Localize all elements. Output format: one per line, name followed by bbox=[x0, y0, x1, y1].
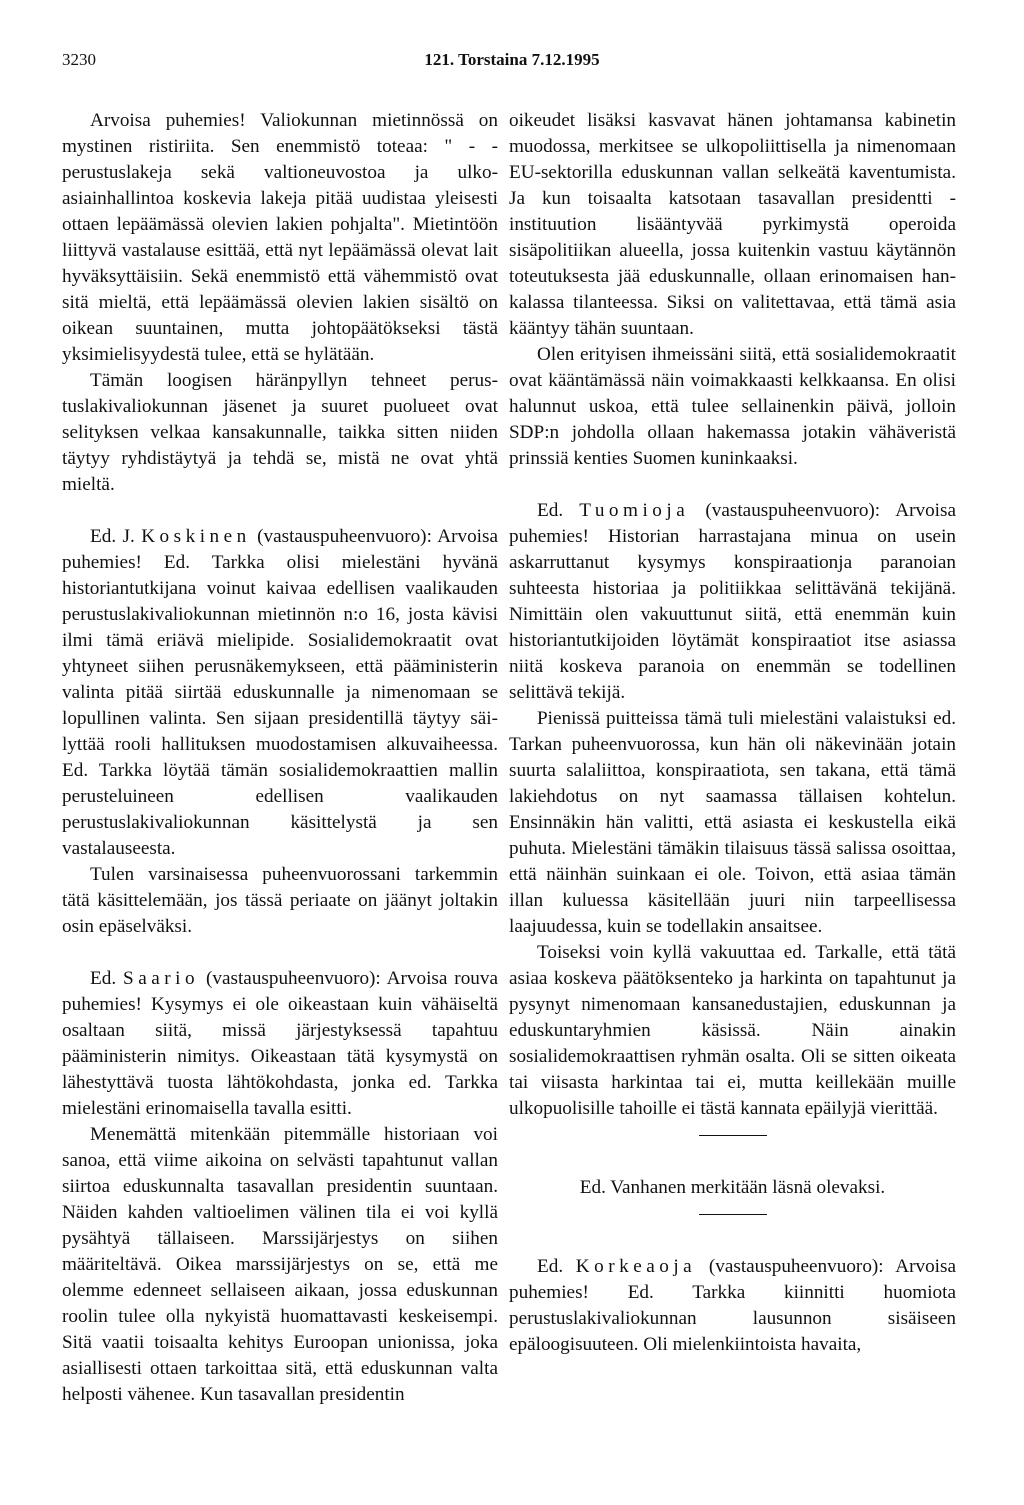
speaker-prefix: Ed. J. bbox=[90, 526, 142, 547]
speech-type: (vastauspuheenvuoro): bbox=[696, 1256, 896, 1277]
speech-text: Arvoisa puhemies! Historian harrastajana minua on usein askarruttanut kysymys konspiraationja paranoian suhteesta historiaa ja politiikkaa selittävänä tekijänä. Nimittäin olen vakuuttunut siitä, että enemmän kuin historiantutkijoiden löytämät konspiraatiot itse asiassa niitä koskeva paranoia on enemmän se todellinen selittävä tekijä. bbox=[509, 500, 956, 703]
speech-text: Arvoisa rouva puhemies! Kysymys ei ole oikeastaan kuin vähäiseltä osaltaan siitä, missä järjestyksessä tapahtuu pääministerin nimitys. Oikeastaan tätä kysymystä on lähestyttävä tuosta lähtökohdasta, jonka ed. Tarkka mielestäni erinomaisella tavalla esitti. bbox=[62, 968, 498, 1119]
session-title: 121. Torstaina 7.12.1995 bbox=[424, 50, 600, 69]
speaker-name: Saario bbox=[123, 968, 200, 989]
divider bbox=[509, 1214, 956, 1254]
speech-type: (vastauspuheenvuoro): bbox=[250, 526, 438, 547]
paragraph: Tulen varsinaisessa puheenvuorossani tarkemmin tätä käsittelemään, jos tässä periaate on jäänyt joltakin osin epäselväksi. bbox=[62, 864, 498, 937]
paragraph: Toiseksi voin kyllä vakuuttaa ed. Tarkalle, että tätä asiaa koskeva päätöksenteko ja harkinta on tapahtunut ja pysynyt nimenomaan kansanedustajien, eduskunnan ja eduskuntaryhmien käsissä. Näin ainakin sosialidemokraattisen ryhmän osalta. Oli se sitten oikeata tai viisasta harkintaa tai ei, mutta keillekään muille ulkopuolisille tahoille ei tästä kannata epäilyjä vierittää. bbox=[509, 942, 956, 1119]
speech-text: Arvoisa puhemies! Ed. Tarkka olisi mielestäni hyvänä historiantutkijana voinut kaivaa edellisen vaalikauden perustuslakivaliokunnan mietinnön n:o 16, josta kävisi ilmi tämä eriävä mielipide. Sosialidemokraatit ovat yhtyneet siihen perusnäkemykseen, että pääministerin valinta pitää siirtää eduskunnalle ja nimenomaan se lopullinen valinta. Sen sijaan presidentillä täytyy säilyttää rooli hallituksen muodostamisen alkuvaiheessa. Ed. Tarkka löytää tämän sosialidemokraattien mallin perusteluineen edellisen vaalikauden perustuslakivaliokunnan käsittelystä ja sen vastalauseesta. bbox=[62, 526, 498, 859]
paragraph: Menemättä mitenkään pitemmälle historiaan voi sanoa, että viime aikoina on selvästi tapahtunut vallan siirtoa eduskunnalta tasavallan presidentin suuntaan. Näiden kahden valtioelimen välinen tila ei voi kyllä pysähtyä tällaiseen. Marssijärjestys on siihen määriteltävä. Oikea marssijärjestys on se, että me olemme edenneet sellaiseen aikaan, jossa eduskunnan roolin tulee olla nykyistä huomattavasti keskeisempi. Sitä vaatii toisaalta kehitys Euroopan unionissa, joka asiallisesti ottaen tarkoittaa sitä, että eduskunnan valta helposti vähenee. Kun tasavallan presidentin bbox=[62, 1124, 498, 1405]
speaker-name: Korkeaoja bbox=[575, 1256, 697, 1277]
paragraph: Pienissä puitteissa tämä tuli mielestäni valaistuksi ed. Tarkan puheenvuorossa, kun hän oli näkevinään jotain suurta salaliittoa, konspiraatiota, sen takana, että tämä lakiehdotus on nyt saamassa tällaisen kohtelun. Ensinnäkin hän valitti, että asiasta ei keskustella eikä puhuta. Mielestäni tämäkin tilaisuus tässä salissa osoittaa, että näinhän suinkaan ei ole. Toivon, että asiaa tämän illan kuluessa käsitellään juuri niin tarpeellisessa laajuudessa, kuin se todellakin ansaitsee. bbox=[509, 708, 956, 937]
speaker-name: Tuomioja bbox=[579, 500, 690, 521]
speaker-prefix: Ed. bbox=[537, 500, 580, 521]
page-header bbox=[62, 50, 962, 74]
speaker-prefix: Ed. bbox=[90, 968, 124, 989]
speech-type: (vastauspuheenvuoro): bbox=[199, 968, 387, 989]
speech-korkeaoja-intro bbox=[509, 1254, 956, 1358]
divider bbox=[509, 1135, 956, 1175]
right-column bbox=[509, 108, 956, 1358]
speech-koskinen-intro bbox=[62, 524, 498, 862]
left-column bbox=[62, 108, 498, 1408]
speaker-prefix: Ed. bbox=[537, 1256, 576, 1277]
paragraph: oikeudet lisäksi kasvavat hänen johtamansa kabinetin muodossa, merkitsee se ulkopoliittisella ja nimenomaan EU-sektorilla eduskunnan vallan selkeätä kaventumista. Ja kun toisaalta katsotaan tasavallan presidentti -instituution lisääntyvää pyrkimystä operoida sisäpolitiikan alueella, jossa kuitenkin vastuu käytännön toteutuksesta jää eduskunnalle, ollaan erinomaisen hankalassa tilanteessa. Siksi on valitettavaa, että tämä asia kääntyy tähän suuntaan. bbox=[509, 110, 956, 339]
page-number: 3230 bbox=[62, 50, 96, 69]
paragraph: Olen erityisen ihmeissäni siitä, että sosialidemokraatit ovat kääntämässä näin voimakkaasti kelkkaansa. En olisi halunnut uskoa, että tulee sellainenkin päivä, jolloin SDP:n johdolla ollaan hakemassa jotakin vähäveristä prinssiä kenties Suomen kuninkaaksi. bbox=[509, 344, 956, 469]
speech-saario-intro bbox=[62, 966, 498, 1122]
paragraph: Tämän loogisen häränpyllyn tehneet perustuslakivaliokunnan jäsenet ja suuret puolueet ovat selityksen velkaa kansakunnalle, taikka sitten niiden täytyy ryhdistäytyä ja tehdä se, mistä ne ovat yhtä mieltä. bbox=[62, 370, 498, 495]
speech-tuomioja-intro bbox=[509, 498, 956, 706]
speaker-name: Koskinen bbox=[141, 526, 251, 547]
paragraph: Arvoisa puhemies! Valiokunnan mietinnössä on mystinen ristiriita. Sen enemmistö toteaa: " - - perustuslakeja sekä valtioneuvostoa ja ulkoasiainhallintoa koskevia lakeja pitää uudistaa yleisesti ottaen lepäämässä olevien lakien pohjalta". Mietintöön liittyvä vastalause esittää, että nyt lepäämässä olevat lait hyväksyttäisiin. Sekä enemmistö että vähemmistö ovat sitä mieltä, että lepäämässä olevien lakien sisältö on oikean suuntainen, mutta johtopäätökseksi tästä yksimielisyydestä tulee, että se hylätään. bbox=[62, 110, 498, 365]
speech-type: (vastauspuheenvuoro): bbox=[689, 500, 896, 521]
speech-text: Arvoisa puhemies! Ed. Tarkka kiinnitti huomiota perustuslakivaliokunnan lausunnon sisäiseen epäloogisuuteen. Oli mielenkiintoista havaita, bbox=[509, 1256, 956, 1355]
attendance-notice: Ed. Vanhanen merkitään läsnä olevaksi. bbox=[579, 1177, 886, 1198]
